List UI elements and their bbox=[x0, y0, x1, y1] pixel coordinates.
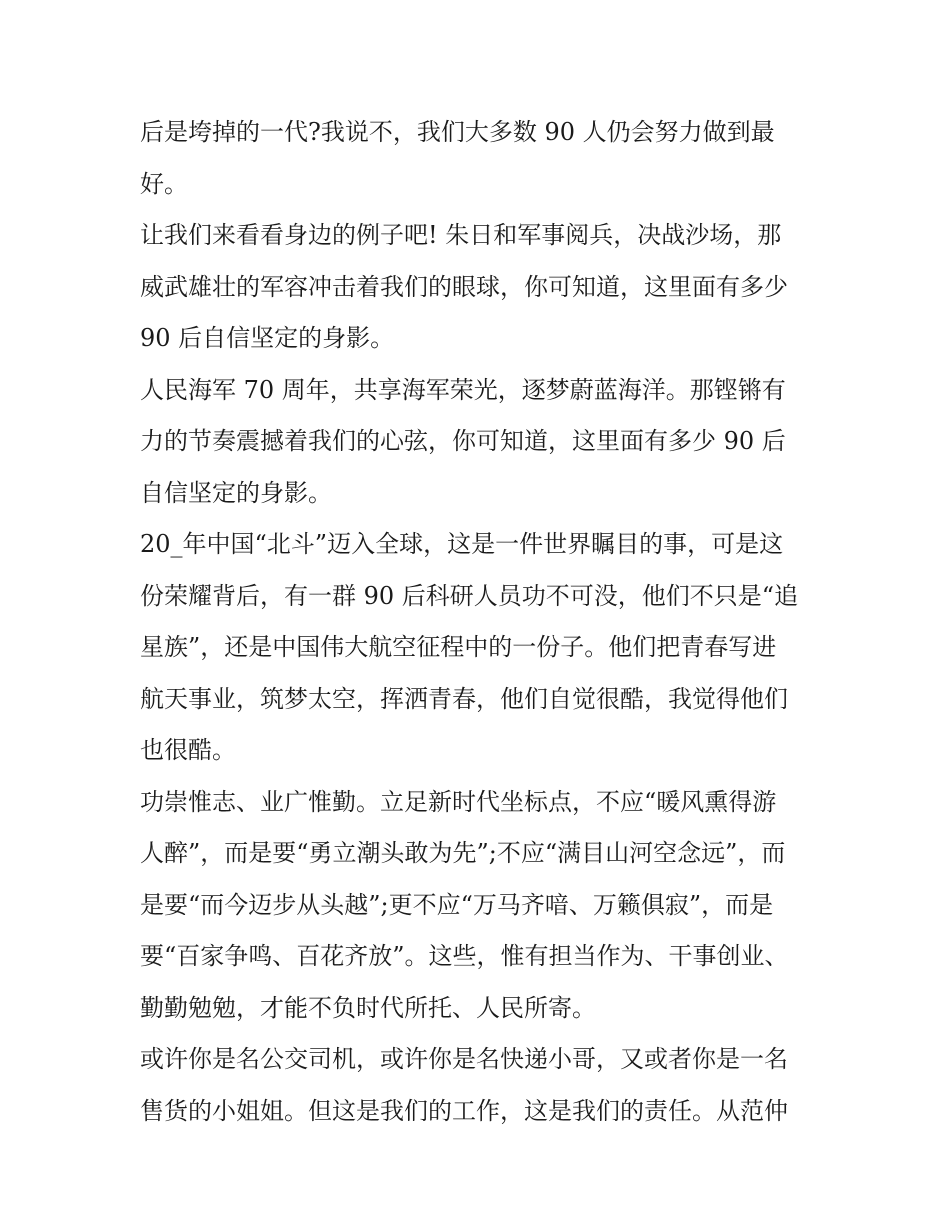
text-line: 或许你是名公交司机，或许你是名快递小哥，又或者你是一名 bbox=[140, 1045, 788, 1073]
text-line: 好。 bbox=[140, 169, 188, 198]
text-line: 自信坚定的身影。 bbox=[140, 478, 332, 507]
text-line: 人醉”，而是要“勇立潮头敢为先”;不应“满目山河空念远”，而 bbox=[140, 839, 786, 867]
text-line: 售货的小姐姐。但这是我们的工作，这是我们的责任。从范仲 bbox=[140, 1096, 788, 1125]
text-line: 是要“而今迈步从头越”;更不应“万马齐喑、万籁俱寂”，而是 bbox=[140, 890, 774, 919]
text-line: 份荣耀背后，有一群 90 后科研人员功不可没，他们不只是“追 bbox=[140, 581, 799, 610]
text-line: 也很酷。 bbox=[140, 736, 236, 764]
text-line: 人民海军 70 周年，共享海军荣光，逐梦蔚蓝海洋。那铿锵有 bbox=[140, 375, 786, 404]
text-line: 勤勤勉勉，才能不负时代所托、人民所寄。 bbox=[140, 993, 596, 1022]
text-line: 威武雄壮的军容冲击着我们的眼球，你可知道，这里面有多少 bbox=[140, 272, 788, 301]
text-line: 星族”，还是中国伟大航空征程中的一份子。他们把青春写进 bbox=[140, 633, 777, 661]
text-line: 航天事业，筑梦太空，挥洒青春，他们自觉很酷，我觉得他们 bbox=[140, 684, 788, 713]
text-line: 90 后自信坚定的身影。 bbox=[140, 324, 395, 352]
text-line: 力的节奏震撼着我们的心弦，你可知道，这里面有多少 90 后 bbox=[140, 427, 786, 455]
text-line: 功崇惟志、业广惟勤。立足新时代坐标点，不应“暖风熏得游 bbox=[140, 787, 777, 816]
text-line: 让我们来看看身边的例子吧! 朱日和军事阅兵，决战沙场，那 bbox=[140, 221, 782, 249]
body-text bbox=[140, 107, 820, 1137]
text-line: 20_年中国“北斗”迈入全球，这是一件世界瞩目的事，可是这 bbox=[140, 530, 784, 558]
text-line: 后是垮掉的一代?我说不，我们大多数 90 人仍会努力做到最 bbox=[140, 118, 775, 146]
text-line: 要“百家争鸣、百花齐放”。这些，惟有担当作为、干事创业、 bbox=[140, 942, 789, 970]
